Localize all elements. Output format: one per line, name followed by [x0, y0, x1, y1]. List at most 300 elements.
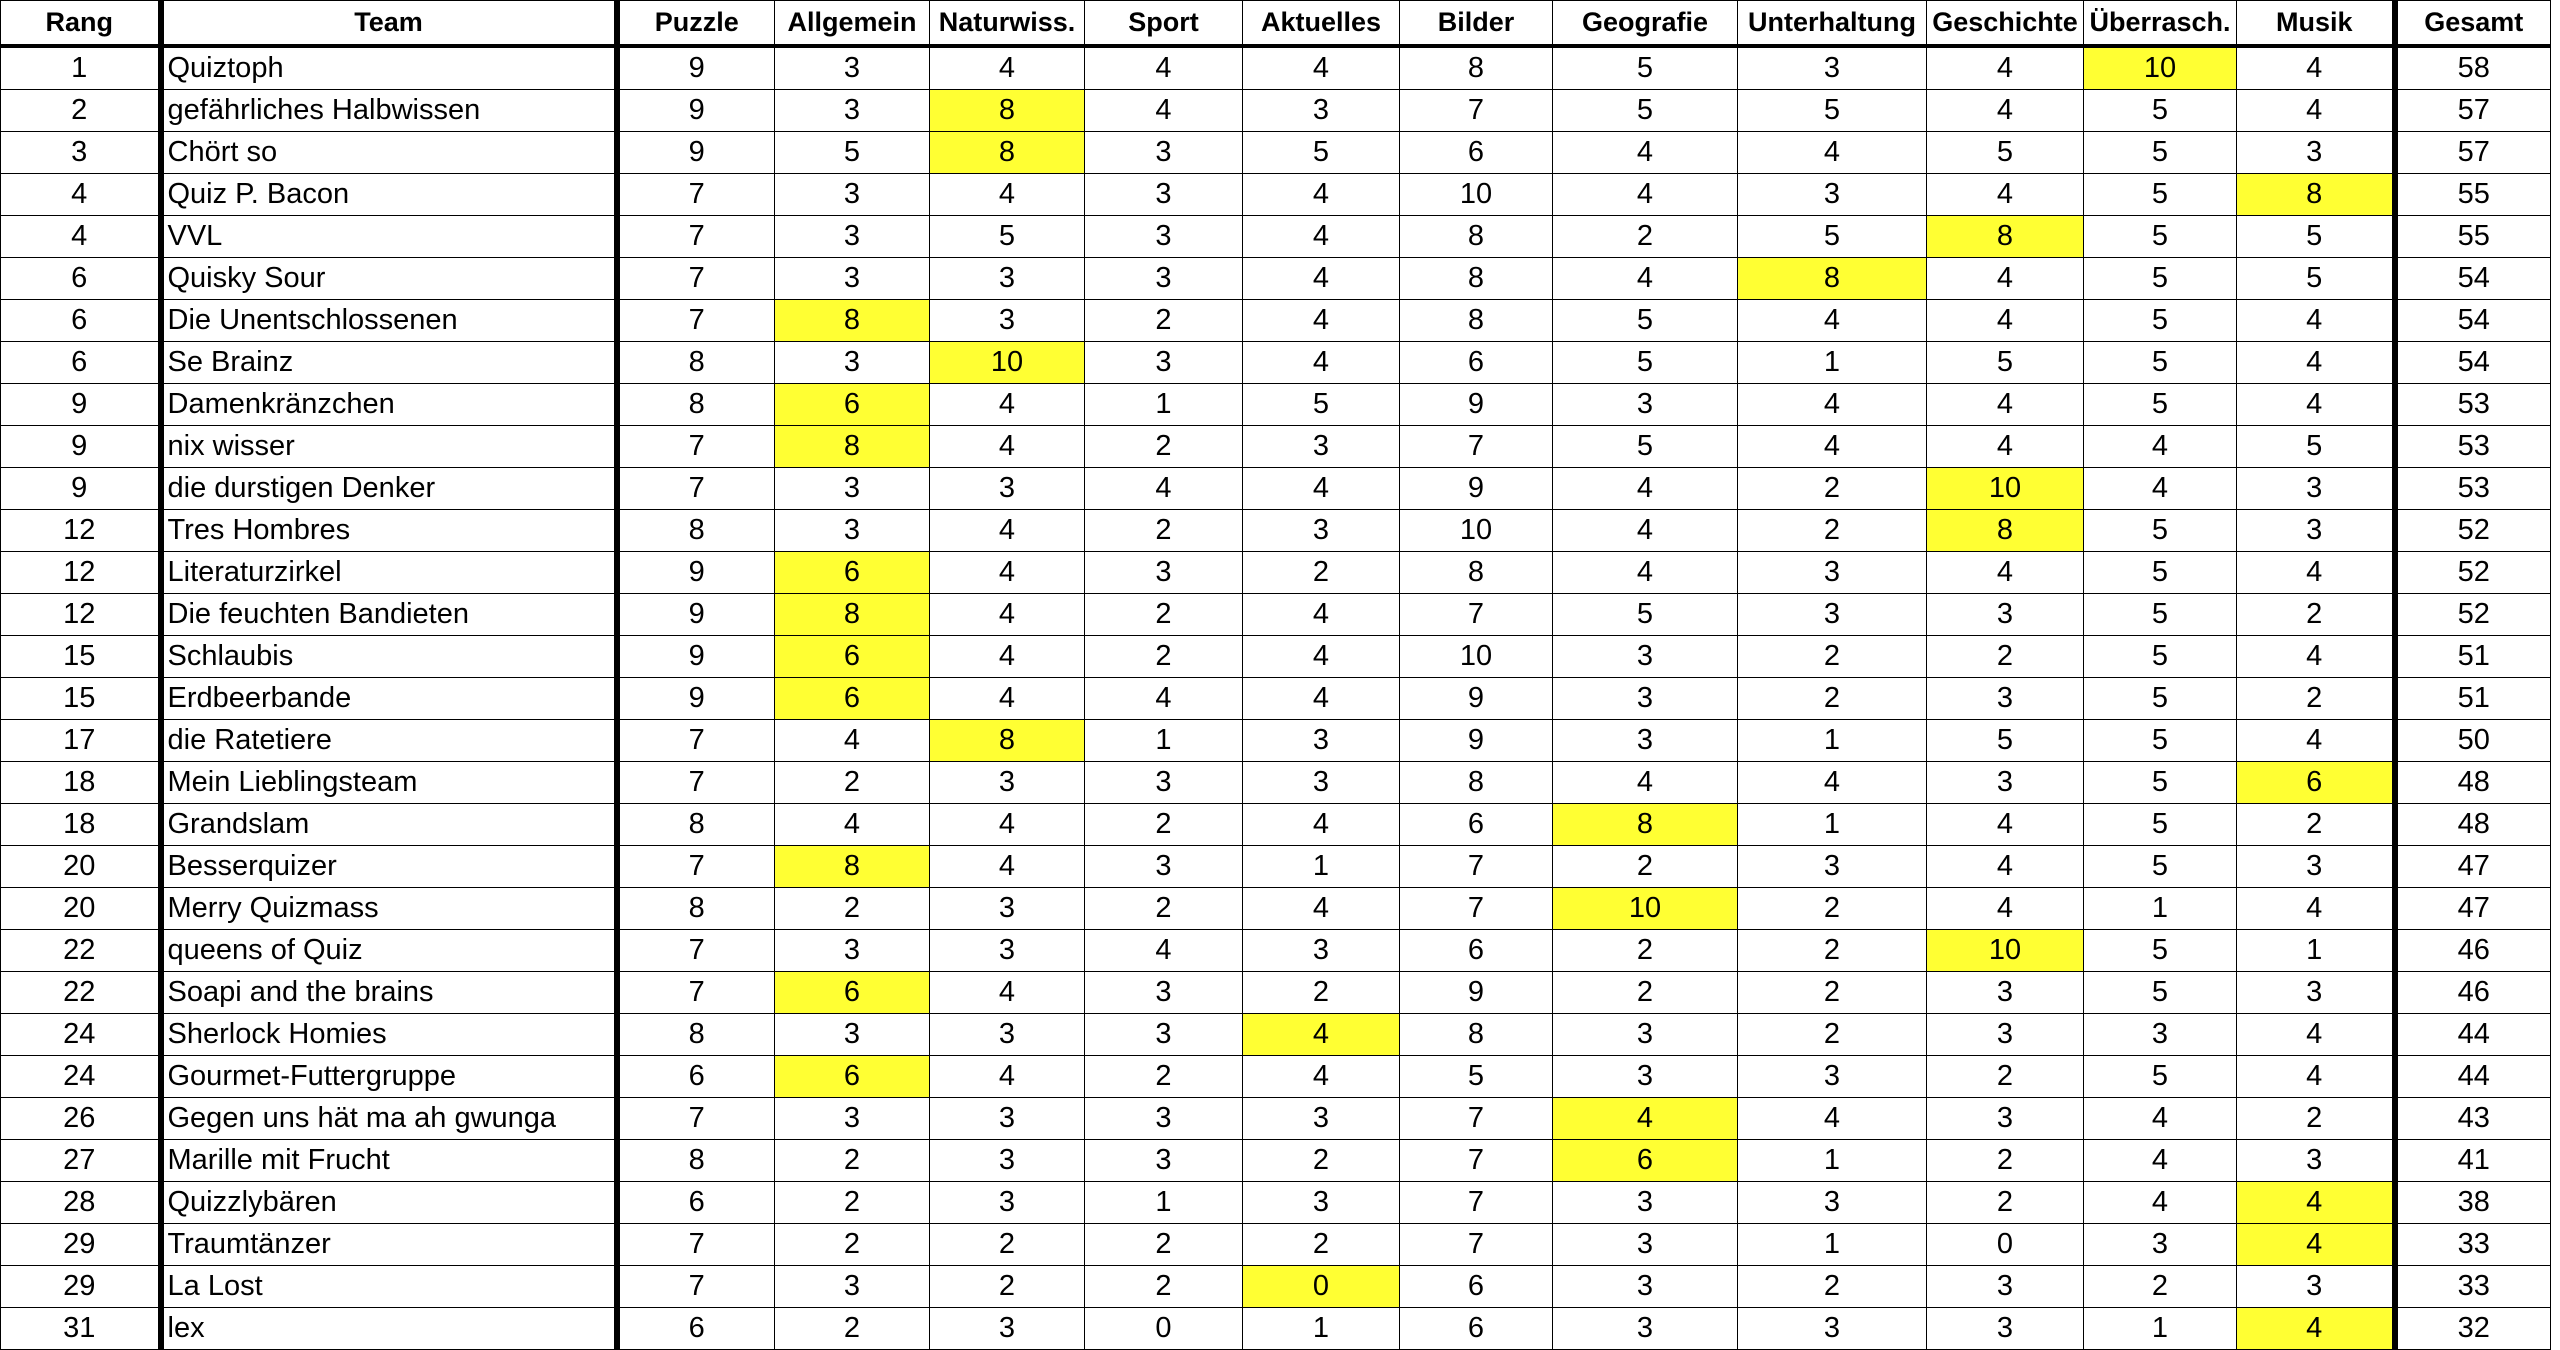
cell-aktuelles: 1	[1243, 846, 1400, 888]
cell-aktuelles: 4	[1243, 678, 1400, 720]
cell-team: nix wisser	[161, 426, 617, 468]
column-header-puzzle: Puzzle	[617, 1, 775, 47]
cell-aktuelles: 4	[1243, 46, 1400, 90]
cell-sport: 2	[1085, 1266, 1243, 1308]
cell-ueberrasch: 5	[2084, 216, 2237, 258]
cell-team: Damenkränzchen	[161, 384, 617, 426]
cell-geografie: 4	[1553, 552, 1738, 594]
cell-geschichte: 5	[1927, 132, 2084, 174]
cell-sport: 4	[1085, 46, 1243, 90]
cell-sport: 2	[1085, 1224, 1243, 1266]
cell-unterhaltung: 3	[1738, 174, 1927, 216]
cell-geografie: 3	[1553, 1014, 1738, 1056]
cell-aktuelles: 3	[1243, 510, 1400, 552]
column-header-geografie: Geografie	[1553, 1, 1738, 47]
cell-allgemein: 3	[775, 216, 930, 258]
cell-team: Gourmet-Futtergruppe	[161, 1056, 617, 1098]
cell-bilder: 7	[1400, 426, 1553, 468]
cell-geschichte: 8	[1927, 510, 2084, 552]
cell-naturwiss: 8	[930, 720, 1085, 762]
cell-aktuelles: 4	[1243, 342, 1400, 384]
cell-puzzle: 7	[617, 426, 775, 468]
table-row	[1, 804, 2551, 846]
cell-rang: 20	[1, 846, 161, 888]
cell-geschichte: 2	[1927, 1056, 2084, 1098]
cell-gesamt: 47	[2395, 888, 2551, 930]
table-row	[1, 426, 2551, 468]
cell-geschichte: 3	[1927, 594, 2084, 636]
cell-gesamt: 43	[2395, 1098, 2551, 1140]
cell-geschichte: 3	[1927, 1266, 2084, 1308]
cell-naturwiss: 3	[930, 762, 1085, 804]
cell-allgemein: 8	[775, 426, 930, 468]
cell-unterhaltung: 2	[1738, 972, 1927, 1014]
cell-geografie: 3	[1553, 384, 1738, 426]
cell-geografie: 4	[1553, 174, 1738, 216]
cell-allgemein: 6	[775, 636, 930, 678]
cell-gesamt: 38	[2395, 1182, 2551, 1224]
cell-allgemein: 6	[775, 552, 930, 594]
cell-geografie: 3	[1553, 1182, 1738, 1224]
cell-team: Literaturzirkel	[161, 552, 617, 594]
cell-geschichte: 5	[1927, 342, 2084, 384]
cell-allgemein: 3	[775, 1014, 930, 1056]
cell-musik: 5	[2237, 426, 2395, 468]
cell-geografie: 3	[1553, 1308, 1738, 1350]
cell-rang: 15	[1, 636, 161, 678]
cell-musik: 4	[2237, 1056, 2395, 1098]
cell-ueberrasch: 5	[2084, 552, 2237, 594]
cell-puzzle: 8	[617, 888, 775, 930]
cell-team: Schlaubis	[161, 636, 617, 678]
cell-ueberrasch: 5	[2084, 804, 2237, 846]
cell-rang: 6	[1, 258, 161, 300]
cell-geografie: 6	[1553, 1140, 1738, 1182]
cell-musik: 4	[2237, 300, 2395, 342]
cell-aktuelles: 5	[1243, 384, 1400, 426]
cell-unterhaltung: 1	[1738, 1224, 1927, 1266]
cell-geografie: 3	[1553, 1266, 1738, 1308]
cell-aktuelles: 2	[1243, 1140, 1400, 1182]
cell-allgemein: 3	[775, 46, 930, 90]
table-row	[1, 258, 2551, 300]
cell-puzzle: 9	[617, 552, 775, 594]
cell-naturwiss: 4	[930, 384, 1085, 426]
cell-rang: 3	[1, 132, 161, 174]
cell-team: Quizzlybären	[161, 1182, 617, 1224]
cell-allgemein: 6	[775, 972, 930, 1014]
column-header-unterhaltung: Unterhaltung	[1738, 1, 1927, 47]
column-header-rang: Rang	[1, 1, 161, 47]
table-row	[1, 132, 2551, 174]
cell-gesamt: 33	[2395, 1224, 2551, 1266]
cell-geschichte: 3	[1927, 1098, 2084, 1140]
cell-bilder: 6	[1400, 1266, 1553, 1308]
cell-naturwiss: 4	[930, 552, 1085, 594]
table-row	[1, 342, 2551, 384]
table-row	[1, 468, 2551, 510]
cell-geschichte: 4	[1927, 46, 2084, 90]
cell-ueberrasch: 3	[2084, 1014, 2237, 1056]
cell-sport: 3	[1085, 258, 1243, 300]
cell-unterhaltung: 2	[1738, 510, 1927, 552]
cell-geschichte: 3	[1927, 678, 2084, 720]
cell-gesamt: 44	[2395, 1014, 2551, 1056]
cell-bilder: 8	[1400, 46, 1553, 90]
cell-musik: 4	[2237, 720, 2395, 762]
cell-ueberrasch: 5	[2084, 762, 2237, 804]
cell-sport: 3	[1085, 1014, 1243, 1056]
cell-puzzle: 7	[617, 216, 775, 258]
cell-allgemein: 3	[775, 90, 930, 132]
cell-allgemein: 5	[775, 132, 930, 174]
table-row	[1, 972, 2551, 1014]
cell-sport: 4	[1085, 678, 1243, 720]
cell-gesamt: 52	[2395, 510, 2551, 552]
cell-bilder: 6	[1400, 930, 1553, 972]
cell-unterhaltung: 2	[1738, 930, 1927, 972]
cell-team: Sherlock Homies	[161, 1014, 617, 1056]
cell-puzzle: 7	[617, 930, 775, 972]
cell-ueberrasch: 5	[2084, 90, 2237, 132]
cell-musik: 2	[2237, 1098, 2395, 1140]
cell-rang: 12	[1, 594, 161, 636]
cell-gesamt: 48	[2395, 762, 2551, 804]
cell-unterhaltung: 3	[1738, 1056, 1927, 1098]
cell-unterhaltung: 3	[1738, 1182, 1927, 1224]
cell-geografie: 3	[1553, 678, 1738, 720]
cell-unterhaltung: 2	[1738, 636, 1927, 678]
cell-allgemein: 2	[775, 762, 930, 804]
cell-unterhaltung: 2	[1738, 888, 1927, 930]
cell-geografie: 4	[1553, 762, 1738, 804]
cell-geschichte: 3	[1927, 1014, 2084, 1056]
cell-unterhaltung: 2	[1738, 1266, 1927, 1308]
cell-geografie: 2	[1553, 846, 1738, 888]
cell-geografie: 5	[1553, 594, 1738, 636]
cell-rang: 29	[1, 1266, 161, 1308]
cell-aktuelles: 4	[1243, 258, 1400, 300]
cell-ueberrasch: 5	[2084, 678, 2237, 720]
cell-naturwiss: 3	[930, 300, 1085, 342]
cell-allgemein: 4	[775, 720, 930, 762]
cell-team: VVL	[161, 216, 617, 258]
cell-unterhaltung: 4	[1738, 384, 1927, 426]
cell-musik: 4	[2237, 636, 2395, 678]
cell-bilder: 7	[1400, 888, 1553, 930]
header-row	[1, 1, 2551, 47]
cell-rang: 18	[1, 762, 161, 804]
cell-rang: 24	[1, 1056, 161, 1098]
cell-ueberrasch: 4	[2084, 1182, 2237, 1224]
cell-geschichte: 2	[1927, 1140, 2084, 1182]
cell-naturwiss: 3	[930, 930, 1085, 972]
cell-unterhaltung: 4	[1738, 132, 1927, 174]
cell-rang: 31	[1, 1308, 161, 1350]
cell-geschichte: 4	[1927, 384, 2084, 426]
cell-aktuelles: 3	[1243, 930, 1400, 972]
cell-gesamt: 53	[2395, 426, 2551, 468]
cell-rang: 1	[1, 46, 161, 90]
cell-geografie: 3	[1553, 720, 1738, 762]
cell-ueberrasch: 1	[2084, 1308, 2237, 1350]
cell-gesamt: 53	[2395, 468, 2551, 510]
cell-musik: 4	[2237, 1308, 2395, 1350]
cell-naturwiss: 10	[930, 342, 1085, 384]
cell-naturwiss: 4	[930, 636, 1085, 678]
cell-geografie: 2	[1553, 930, 1738, 972]
cell-sport: 3	[1085, 762, 1243, 804]
cell-gesamt: 58	[2395, 46, 2551, 90]
column-header-naturwiss: Naturwiss.	[930, 1, 1085, 47]
cell-team: gefährliches Halbwissen	[161, 90, 617, 132]
cell-unterhaltung: 4	[1738, 1098, 1927, 1140]
cell-unterhaltung: 5	[1738, 216, 1927, 258]
cell-bilder: 7	[1400, 594, 1553, 636]
cell-puzzle: 8	[617, 1140, 775, 1182]
cell-allgemein: 3	[775, 510, 930, 552]
cell-bilder: 10	[1400, 174, 1553, 216]
cell-gesamt: 54	[2395, 342, 2551, 384]
cell-bilder: 9	[1400, 678, 1553, 720]
column-header-allgemein: Allgemein	[775, 1, 930, 47]
cell-sport: 4	[1085, 930, 1243, 972]
cell-puzzle: 8	[617, 1014, 775, 1056]
cell-unterhaltung: 3	[1738, 594, 1927, 636]
cell-gesamt: 52	[2395, 552, 2551, 594]
cell-aktuelles: 3	[1243, 1098, 1400, 1140]
cell-puzzle: 7	[617, 972, 775, 1014]
cell-geschichte: 4	[1927, 552, 2084, 594]
cell-unterhaltung: 1	[1738, 342, 1927, 384]
cell-team: Marille mit Frucht	[161, 1140, 617, 1182]
column-header-bilder: Bilder	[1400, 1, 1553, 47]
cell-bilder: 8	[1400, 300, 1553, 342]
cell-rang: 12	[1, 552, 161, 594]
cell-rang: 17	[1, 720, 161, 762]
cell-puzzle: 7	[617, 1224, 775, 1266]
cell-team: Erdbeerbande	[161, 678, 617, 720]
cell-aktuelles: 3	[1243, 720, 1400, 762]
cell-allgemein: 3	[775, 468, 930, 510]
cell-geografie: 5	[1553, 300, 1738, 342]
cell-gesamt: 32	[2395, 1308, 2551, 1350]
table-row	[1, 90, 2551, 132]
cell-sport: 2	[1085, 510, 1243, 552]
cell-puzzle: 8	[617, 384, 775, 426]
cell-musik: 8	[2237, 174, 2395, 216]
cell-puzzle: 9	[617, 678, 775, 720]
cell-naturwiss: 2	[930, 1224, 1085, 1266]
cell-unterhaltung: 3	[1738, 1308, 1927, 1350]
cell-naturwiss: 4	[930, 804, 1085, 846]
cell-unterhaltung: 4	[1738, 426, 1927, 468]
table-row	[1, 1014, 2551, 1056]
table-row	[1, 720, 2551, 762]
cell-ueberrasch: 5	[2084, 846, 2237, 888]
cell-puzzle: 8	[617, 342, 775, 384]
cell-puzzle: 9	[617, 90, 775, 132]
cell-rang: 12	[1, 510, 161, 552]
cell-gesamt: 44	[2395, 1056, 2551, 1098]
cell-musik: 4	[2237, 1182, 2395, 1224]
cell-unterhaltung: 1	[1738, 1140, 1927, 1182]
cell-team: Die Unentschlossenen	[161, 300, 617, 342]
cell-allgemein: 8	[775, 300, 930, 342]
cell-geschichte: 3	[1927, 1308, 2084, 1350]
cell-aktuelles: 4	[1243, 300, 1400, 342]
cell-allgemein: 2	[775, 1140, 930, 1182]
cell-puzzle: 9	[617, 594, 775, 636]
cell-geografie: 2	[1553, 972, 1738, 1014]
cell-geschichte: 0	[1927, 1224, 2084, 1266]
cell-allgemein: 3	[775, 930, 930, 972]
table-row	[1, 1098, 2551, 1140]
cell-ueberrasch: 1	[2084, 888, 2237, 930]
cell-gesamt: 52	[2395, 594, 2551, 636]
cell-gesamt: 55	[2395, 216, 2551, 258]
cell-sport: 2	[1085, 300, 1243, 342]
table-row	[1, 510, 2551, 552]
cell-allgemein: 2	[775, 1182, 930, 1224]
cell-aktuelles: 2	[1243, 552, 1400, 594]
cell-gesamt: 33	[2395, 1266, 2551, 1308]
cell-sport: 2	[1085, 426, 1243, 468]
cell-allgemein: 4	[775, 804, 930, 846]
table-row	[1, 930, 2551, 972]
cell-team: lex	[161, 1308, 617, 1350]
cell-team: Quiztoph	[161, 46, 617, 90]
cell-aktuelles: 0	[1243, 1266, 1400, 1308]
cell-team: La Lost	[161, 1266, 617, 1308]
cell-naturwiss: 8	[930, 132, 1085, 174]
cell-puzzle: 7	[617, 846, 775, 888]
table-row	[1, 846, 2551, 888]
cell-gesamt: 53	[2395, 384, 2551, 426]
cell-bilder: 10	[1400, 636, 1553, 678]
cell-gesamt: 46	[2395, 972, 2551, 1014]
cell-geschichte: 2	[1927, 1182, 2084, 1224]
cell-aktuelles: 4	[1243, 174, 1400, 216]
cell-gesamt: 57	[2395, 90, 2551, 132]
cell-puzzle: 7	[617, 258, 775, 300]
cell-sport: 3	[1085, 174, 1243, 216]
cell-rang: 22	[1, 972, 161, 1014]
cell-sport: 2	[1085, 888, 1243, 930]
cell-allgemein: 6	[775, 678, 930, 720]
cell-naturwiss: 3	[930, 888, 1085, 930]
table-row	[1, 762, 2551, 804]
cell-team: queens of Quiz	[161, 930, 617, 972]
cell-allgemein: 6	[775, 384, 930, 426]
cell-rang: 28	[1, 1182, 161, 1224]
cell-team: Chört so	[161, 132, 617, 174]
cell-team: Merry Quizmass	[161, 888, 617, 930]
cell-puzzle: 9	[617, 132, 775, 174]
cell-rang: 26	[1, 1098, 161, 1140]
cell-aktuelles: 2	[1243, 1224, 1400, 1266]
cell-team: Traumtänzer	[161, 1224, 617, 1266]
cell-sport: 2	[1085, 1056, 1243, 1098]
cell-aktuelles: 1	[1243, 1308, 1400, 1350]
cell-sport: 3	[1085, 972, 1243, 1014]
table-row	[1, 384, 2551, 426]
cell-musik: 3	[2237, 510, 2395, 552]
cell-rang: 15	[1, 678, 161, 720]
cell-allgemein: 3	[775, 1266, 930, 1308]
cell-aktuelles: 3	[1243, 1182, 1400, 1224]
table-row	[1, 46, 2551, 90]
cell-ueberrasch: 5	[2084, 384, 2237, 426]
cell-unterhaltung: 3	[1738, 46, 1927, 90]
table-row	[1, 1182, 2551, 1224]
cell-puzzle: 6	[617, 1182, 775, 1224]
cell-aktuelles: 3	[1243, 90, 1400, 132]
cell-naturwiss: 4	[930, 594, 1085, 636]
cell-ueberrasch: 5	[2084, 174, 2237, 216]
cell-musik: 2	[2237, 678, 2395, 720]
cell-ueberrasch: 4	[2084, 1140, 2237, 1182]
cell-sport: 4	[1085, 90, 1243, 132]
cell-sport: 3	[1085, 1140, 1243, 1182]
cell-sport: 3	[1085, 1098, 1243, 1140]
cell-geografie: 5	[1553, 46, 1738, 90]
cell-geografie: 3	[1553, 1056, 1738, 1098]
cell-sport: 4	[1085, 468, 1243, 510]
cell-bilder: 6	[1400, 804, 1553, 846]
cell-gesamt: 51	[2395, 636, 2551, 678]
cell-musik: 3	[2237, 846, 2395, 888]
table-row	[1, 1224, 2551, 1266]
cell-bilder: 8	[1400, 216, 1553, 258]
cell-naturwiss: 3	[930, 1308, 1085, 1350]
cell-bilder: 7	[1400, 1098, 1553, 1140]
cell-puzzle: 7	[617, 1098, 775, 1140]
cell-aktuelles: 4	[1243, 888, 1400, 930]
column-header-gesamt: Gesamt	[2395, 1, 2551, 47]
cell-team: Quisky Sour	[161, 258, 617, 300]
cell-naturwiss: 4	[930, 972, 1085, 1014]
cell-geschichte: 4	[1927, 426, 2084, 468]
cell-ueberrasch: 4	[2084, 468, 2237, 510]
table-row	[1, 1056, 2551, 1098]
cell-bilder: 9	[1400, 720, 1553, 762]
cell-rang: 4	[1, 174, 161, 216]
cell-ueberrasch: 5	[2084, 972, 2237, 1014]
cell-naturwiss: 2	[930, 1266, 1085, 1308]
cell-team: Quiz P. Bacon	[161, 174, 617, 216]
cell-geografie: 3	[1553, 1224, 1738, 1266]
column-header-aktuelles: Aktuelles	[1243, 1, 1400, 47]
cell-team: die durstigen Denker	[161, 468, 617, 510]
cell-musik: 4	[2237, 1014, 2395, 1056]
cell-geschichte: 8	[1927, 216, 2084, 258]
cell-unterhaltung: 8	[1738, 258, 1927, 300]
cell-sport: 0	[1085, 1308, 1243, 1350]
cell-bilder: 6	[1400, 1308, 1553, 1350]
cell-aktuelles: 4	[1243, 804, 1400, 846]
cell-allgemein: 8	[775, 594, 930, 636]
cell-ueberrasch: 5	[2084, 132, 2237, 174]
cell-gesamt: 47	[2395, 846, 2551, 888]
cell-musik: 3	[2237, 468, 2395, 510]
cell-rang: 6	[1, 300, 161, 342]
cell-team: Mein Lieblingsteam	[161, 762, 617, 804]
cell-geschichte: 4	[1927, 90, 2084, 132]
cell-bilder: 6	[1400, 342, 1553, 384]
cell-naturwiss: 4	[930, 46, 1085, 90]
cell-allgemein: 6	[775, 1056, 930, 1098]
